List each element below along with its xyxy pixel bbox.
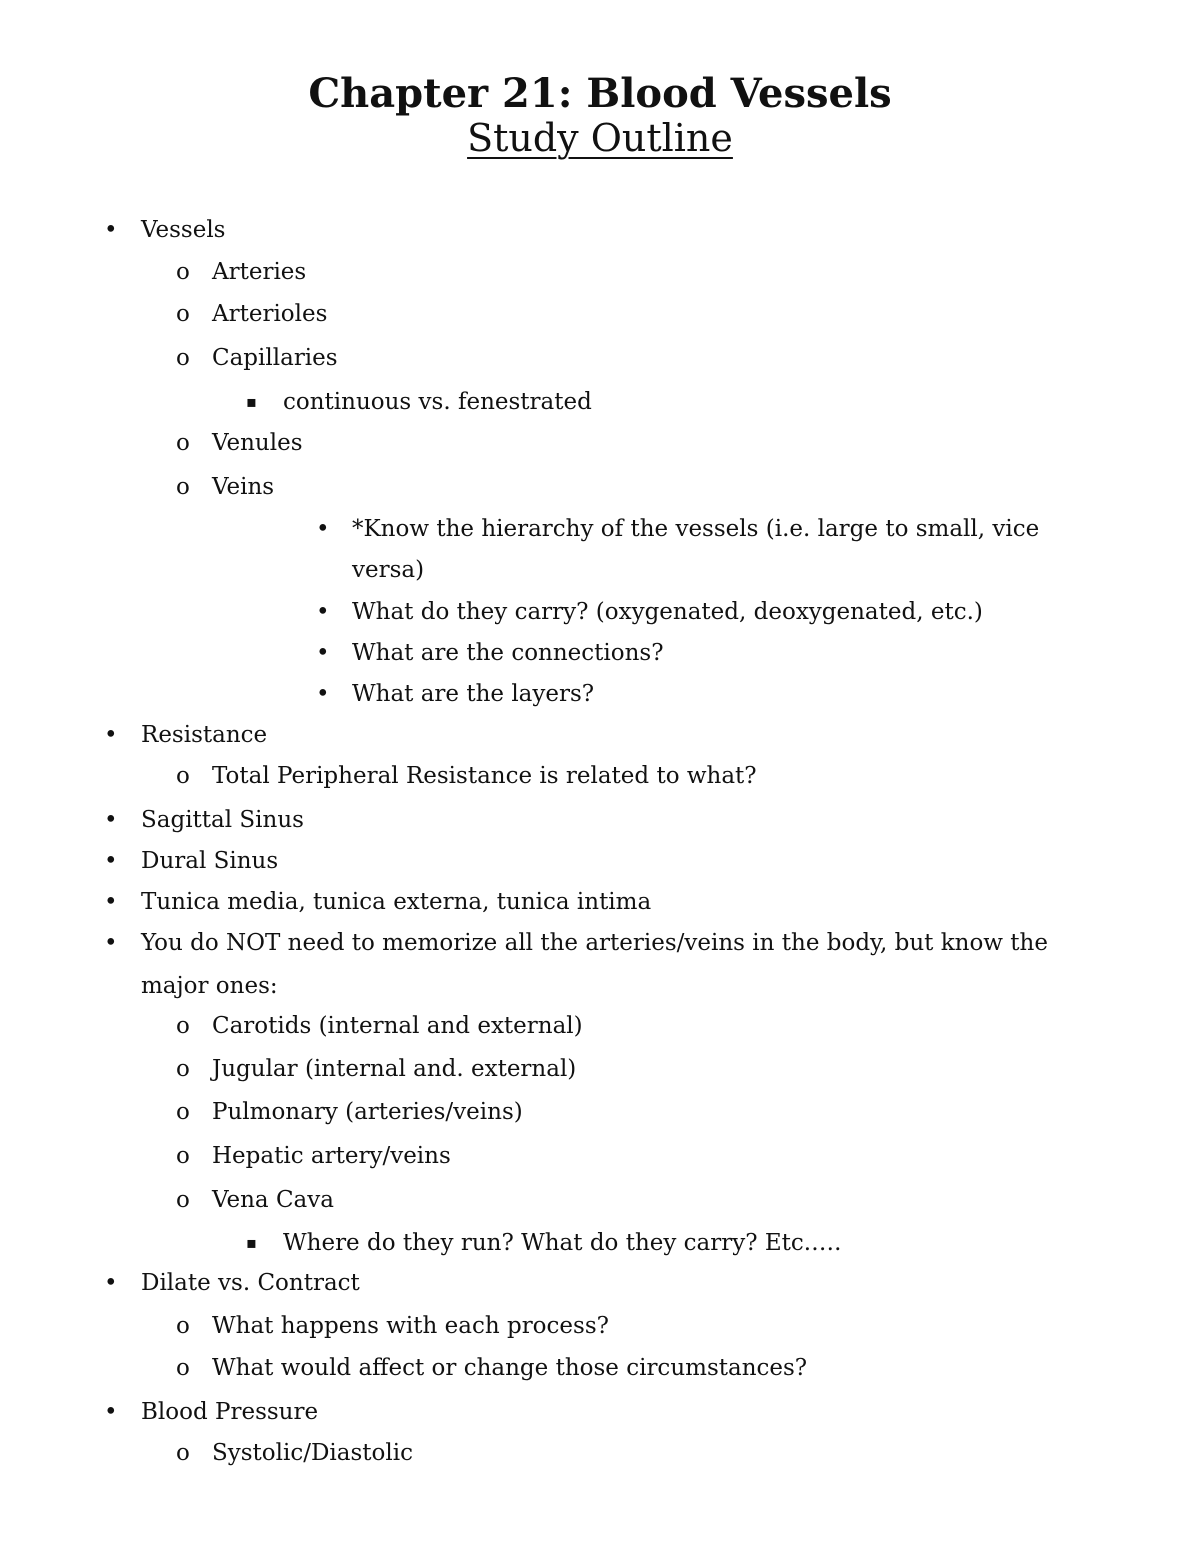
outline-item-memorize: You do NOT need to memorize all the arteries/veins in the body, but know the — [141, 930, 1048, 956]
circle-bullet-icon: o — [176, 430, 190, 456]
square-bullet-icon: ▪ — [246, 1233, 257, 1252]
page-subtitle — [0, 115, 1200, 161]
circle-bullet-icon: o — [176, 301, 190, 327]
circle-bullet-icon: o — [176, 474, 190, 500]
bullet-icon: • — [316, 640, 330, 666]
square-bullet-icon: ▪ — [246, 392, 257, 411]
bullet-icon: • — [104, 807, 118, 833]
outline-item-resistance: Resistance — [141, 722, 268, 748]
outline-item-capillaries: Capillaries — [212, 345, 338, 371]
outline-item-veins: Veins — [212, 474, 275, 500]
circle-bullet-icon: o — [176, 1013, 190, 1039]
outline-item-blood-pressure: Blood Pressure — [141, 1399, 319, 1425]
outline-item-arterioles: Arterioles — [212, 301, 328, 327]
circle-bullet-icon: o — [176, 763, 190, 789]
bullet-icon: • — [104, 848, 118, 874]
bullet-icon: • — [316, 681, 330, 707]
outline-item-carry: What do they carry? (oxygenated, deoxygenated, etc.) — [352, 599, 983, 625]
outline-item-arteries: Arteries — [212, 259, 307, 285]
outline-item-sagittal-sinus: Sagittal Sinus — [141, 807, 304, 833]
bullet-icon: • — [104, 889, 118, 915]
bullet-icon: • — [104, 1270, 118, 1296]
bullet-icon: • — [104, 217, 118, 243]
outline-item-vena-cava: Vena Cava — [212, 1187, 334, 1213]
circle-bullet-icon: o — [176, 1056, 190, 1082]
outline-item-vessels: Vessels — [141, 217, 226, 243]
outline-item-layers: What are the layers? — [352, 681, 595, 707]
outline-item-process: What happens with each process? — [212, 1313, 609, 1339]
bullet-icon: • — [316, 516, 330, 542]
outline-item-memorize-cont: major ones: — [141, 973, 278, 999]
outline-item-where-run: Where do they run? What do they carry? Etc.…. — [283, 1230, 842, 1256]
outline-item-capillary-types: continuous vs. fenestrated — [283, 389, 592, 415]
outline-item-dural-sinus: Dural Sinus — [141, 848, 279, 874]
outline-item-tpr: Total Peripheral Resistance is related to what? — [212, 763, 757, 789]
circle-bullet-icon: o — [176, 345, 190, 371]
bullet-icon: • — [104, 722, 118, 748]
outline-item-systolic: Systolic/Diastolic — [212, 1440, 413, 1466]
circle-bullet-icon: o — [176, 1313, 190, 1339]
outline-item-carotids: Carotids (internal and external) — [212, 1013, 583, 1039]
bullet-icon: • — [104, 1399, 118, 1425]
page-title: Chapter 21: Blood Vessels — [308, 70, 892, 117]
circle-bullet-icon: o — [176, 1355, 190, 1381]
circle-bullet-icon: o — [176, 1187, 190, 1213]
subtitle-text: Study Outline — [467, 116, 733, 160]
outline-item-hierarchy-cont: versa) — [352, 557, 425, 583]
outline-item-jugular: Jugular (internal and. external) — [212, 1056, 577, 1082]
outline-item-pulmonary: Pulmonary (arteries/veins) — [212, 1099, 523, 1125]
outline-item-hepatic: Hepatic artery/veins — [212, 1143, 451, 1169]
circle-bullet-icon: o — [176, 1440, 190, 1466]
outline-item-dilate: Dilate vs. Contract — [141, 1270, 360, 1296]
outline-item-connections: What are the connections? — [352, 640, 664, 666]
bullet-icon: • — [104, 930, 118, 956]
bullet-icon: • — [316, 599, 330, 625]
circle-bullet-icon: o — [176, 1143, 190, 1169]
outline-item-affect: What would affect or change those circumstances? — [212, 1355, 808, 1381]
outline-item-tunica: Tunica media, tunica externa, tunica intima — [141, 889, 652, 915]
circle-bullet-icon: o — [176, 1099, 190, 1125]
circle-bullet-icon: o — [176, 259, 190, 285]
outline-item-hierarchy: *Know the hierarchy of the vessels (i.e. large to small, vice — [352, 516, 1040, 542]
outline-item-venules: Venules — [212, 430, 303, 456]
